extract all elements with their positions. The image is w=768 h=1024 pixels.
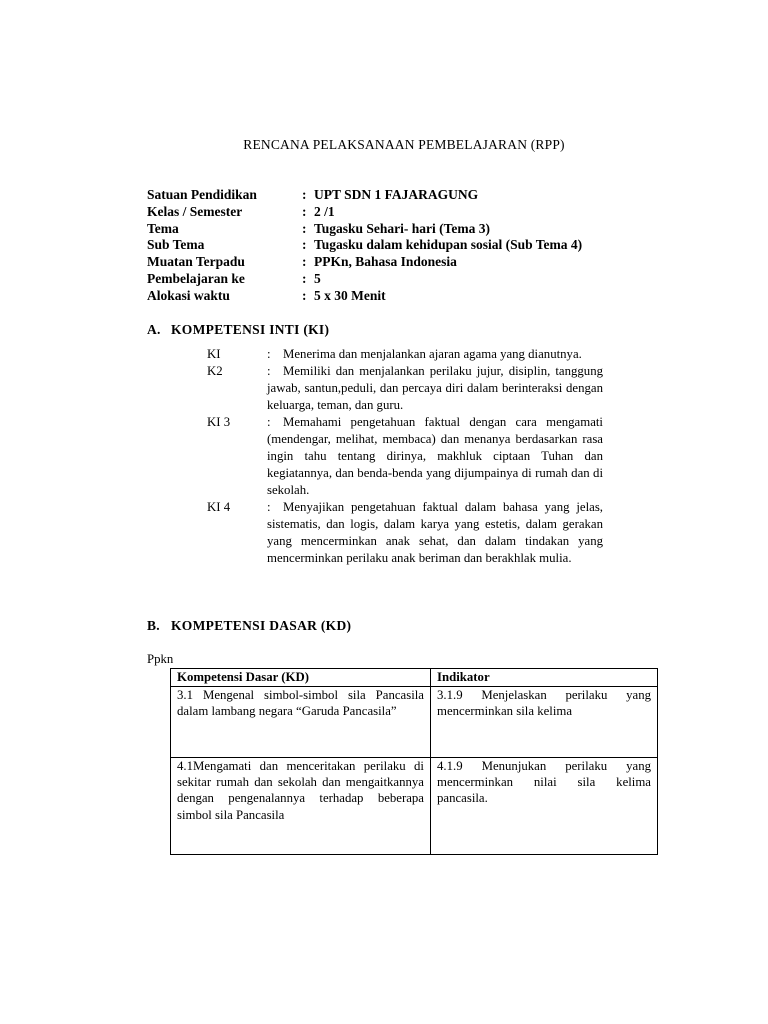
info-row-muatan: [147, 254, 582, 271]
cell-text: 4.1.9 Menunjukan perilaku yang mencerminkan nilai sila kelima pancasila.: [437, 759, 651, 806]
info-row-kelas: [147, 204, 582, 221]
kd-table: [170, 668, 658, 855]
ki-list: [207, 346, 652, 567]
table-header-row: [171, 669, 658, 687]
table-cell: [431, 687, 658, 758]
ki-sep: :: [267, 364, 271, 378]
info-key: Tema: [147, 220, 179, 236]
info-sep: :: [302, 287, 307, 303]
info-row-subtema: [147, 237, 582, 254]
ki-item-2: [207, 363, 652, 414]
ki-code: KI: [207, 347, 221, 361]
table-cell: [171, 758, 431, 855]
section-heading-ki: [147, 322, 329, 338]
info-key: Satuan Pendidikan: [147, 187, 257, 202]
info-row-satuan: [147, 187, 582, 204]
identity-block: [147, 187, 582, 305]
ki-text: Menyajikan pengetahuan faktual dalam bahasa yang jelas, sistematis, dan logis, dalam karya yang estetis, dalam gerakan yang mencerminkan anak sehat, dan dalam tindakan yang mencerminkan perilaku anak beriman dan berakhlak mulia.: [267, 500, 603, 565]
ki-code: KI 4: [207, 500, 231, 514]
info-sep: :: [302, 254, 307, 270]
info-key: Kelas / Semester: [147, 203, 243, 219]
info-row-tema: [147, 221, 582, 238]
ki-sep: :: [267, 347, 271, 361]
info-key: Sub Tema: [147, 237, 205, 253]
info-sep: :: [302, 203, 307, 219]
info-key: Muatan Terpadu: [147, 254, 245, 270]
info-value: Tugasku dalam kehidupan sosial (Sub Tema 4): [314, 237, 583, 253]
info-value: 2 /1: [314, 203, 335, 219]
ki-body: [267, 499, 603, 567]
info-sep: :: [302, 237, 307, 253]
info-sep: :: [302, 270, 307, 286]
ki-code: K2: [207, 364, 223, 378]
table-cell: [431, 758, 658, 855]
document-title: RENCANA PELAKSANAAN PEMBELAJARAN (RPP): [243, 137, 565, 152]
ki-text: Memahami pengetahuan faktual dengan cara mengamati (mendengar, melihat, membaca) dan menanya berdasarkan rasa ingin tahu tentang dirinya, makhluk ciptaan Tuhan dan kegiatannya, dan benda-benda yang dijumpainya di rumah dan di sekolah.: [267, 415, 603, 497]
info-value: 5 x 30 Menit: [314, 287, 386, 303]
section-title: KOMPETENSI INTI (KI): [171, 322, 330, 337]
info-key: Pembelajaran ke: [147, 270, 245, 286]
header-indikator: Indikator: [431, 669, 658, 687]
section-title: KOMPETENSI DASAR (KD): [171, 618, 352, 633]
header-kd: Kompetensi Dasar (KD): [171, 669, 431, 687]
ki-item-4: [207, 499, 652, 567]
ki-body: [267, 363, 603, 414]
info-value: PPKn, Bahasa Indonesia: [314, 254, 457, 270]
table-row: [171, 758, 658, 855]
cell-text: 3.1.9 Menjelaskan perilaku yang mencerminkan sila kelima: [437, 688, 651, 719]
info-key: Alokasi waktu: [147, 287, 230, 303]
section-letter: B.: [147, 618, 160, 633]
section-letter: A.: [147, 322, 161, 337]
ki-sep: :: [267, 500, 271, 514]
cell-text: 4.1Mengamati dan menceritakan perilaku di sekitar rumah dan sekolah dan mengaitkannya dengan pengenalannya terhadap beberapa simbol sila Pancasila: [177, 759, 424, 822]
table-row: [171, 687, 658, 758]
ki-body: [267, 414, 603, 499]
info-row-alokasi: [147, 288, 582, 305]
info-value: 5: [314, 270, 321, 286]
info-value: UPT SDN 1 FAJARAGUNG: [314, 187, 479, 202]
ki-code: KI 3: [207, 415, 231, 429]
ki-item-1: [207, 346, 652, 363]
info-value: Tugasku Sehari- hari (Tema 3): [314, 220, 491, 236]
ki-item-3: [207, 414, 652, 499]
ki-sep: :: [267, 415, 271, 429]
subject-label: Ppkn: [147, 652, 174, 666]
ki-body: [267, 346, 652, 363]
section-heading-kd: [147, 618, 351, 634]
info-sep: :: [302, 220, 307, 236]
info-sep: :: [302, 187, 307, 202]
ki-text: Memiliki dan menjalankan perilaku jujur, disiplin, tanggung jawab, santun,peduli, dan percaya diri dalam berinteraksi dengan keluarga, teman, dan guru.: [267, 364, 603, 412]
info-row-pembelajaran: [147, 271, 582, 288]
cell-text: 3.1 Mengenal simbol-simbol sila Pancasila dalam lambang negara “Garuda Pancasila”: [177, 688, 424, 719]
table-cell: [171, 687, 431, 758]
ki-text: Menerima dan menjalankan ajaran agama yang dianutnya.: [283, 347, 582, 361]
